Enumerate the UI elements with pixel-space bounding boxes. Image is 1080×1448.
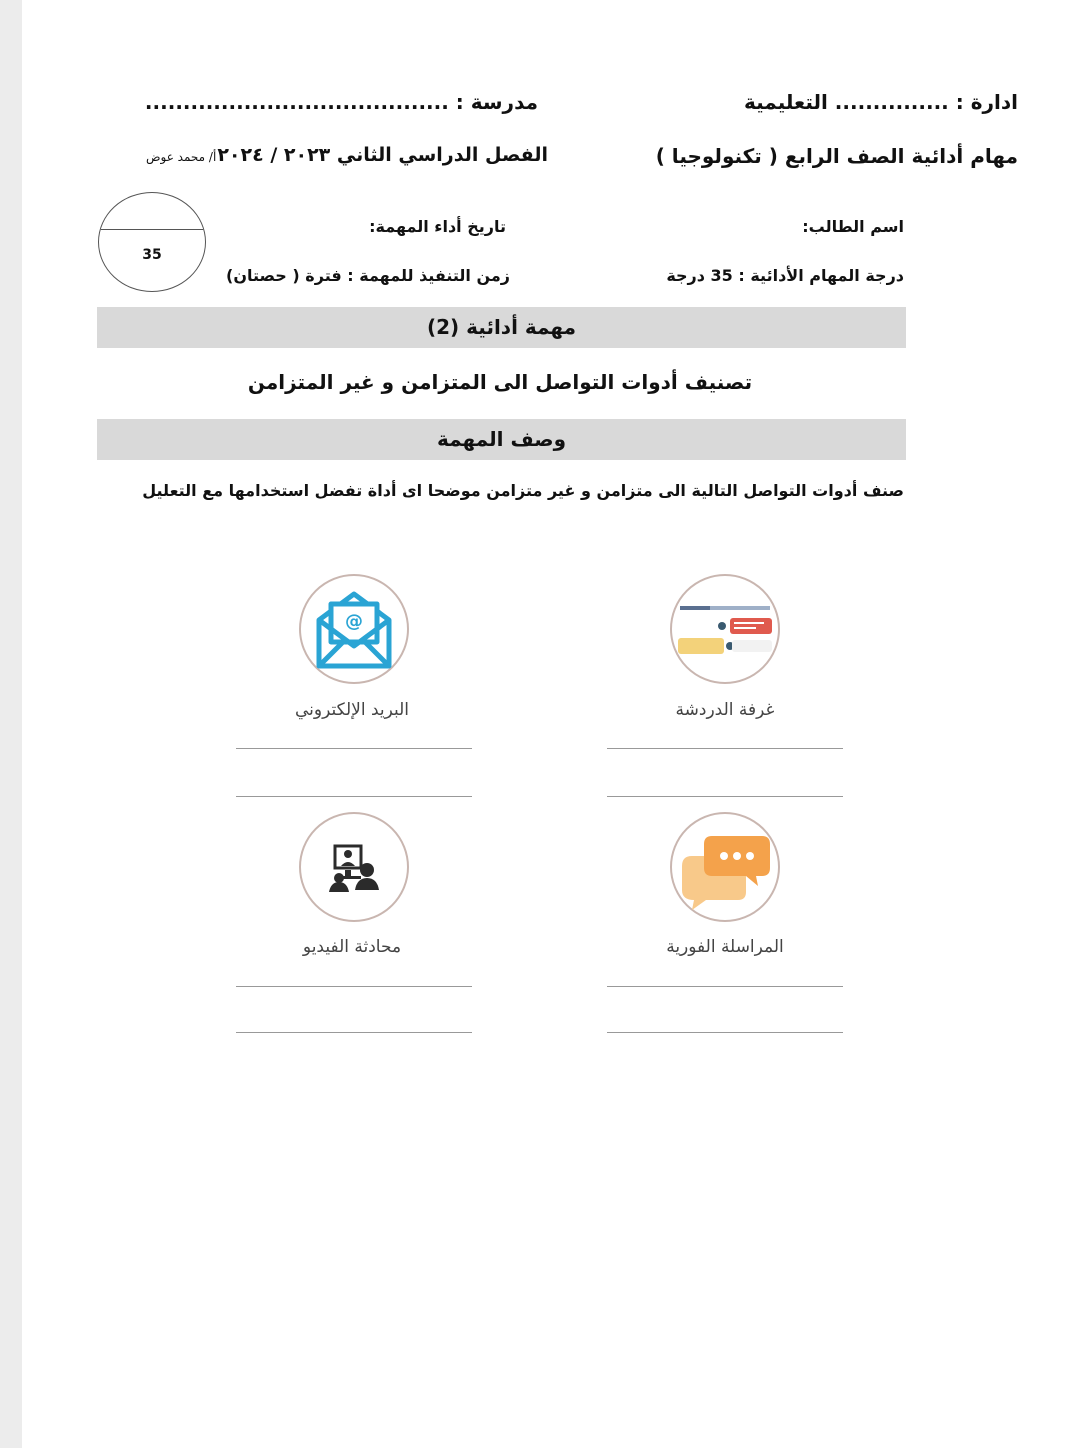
task-subtitle: تصنيف أدوات التواصل الى المتزامن و غير المتزامن xyxy=(247,370,753,394)
score-value: 35 xyxy=(142,247,162,263)
email-label: البريد الإلكتروني xyxy=(294,700,410,720)
instant-message-circle xyxy=(670,812,780,922)
instant-message-label: المراسلة الفورية xyxy=(666,937,784,957)
idara-line: ادارة : ............... التعليمية xyxy=(744,90,1018,114)
instant-message-icon xyxy=(672,814,778,920)
answer-line xyxy=(607,986,843,987)
email-circle xyxy=(299,574,409,684)
answer-line xyxy=(607,1032,843,1033)
score-circle xyxy=(98,192,206,292)
task-instruction: صنف أدوات التواصل التالية الى متزامن و غير متزامن موضحا اى أداة تفضل استخدامها مع التعليل xyxy=(142,481,904,500)
madrasa-line: مدرسة : ........................................ xyxy=(144,90,538,114)
svg-text:@: @ xyxy=(345,611,363,632)
chat-room-circle xyxy=(670,574,780,684)
answer-line xyxy=(236,796,472,797)
answer-line xyxy=(607,748,843,749)
email-icon xyxy=(301,576,407,682)
student-name-label: اسم الطالب: xyxy=(802,217,904,236)
grade-label: درجة المهام الأدائية : 35 درجة xyxy=(666,266,904,285)
score-divider xyxy=(99,229,205,230)
time-label: زمن التنفيذ للمهمة : فترة ( حصتان) xyxy=(226,266,510,285)
semester-line: الفصل الدراسي الثاني ٢٠٢٣ / ٢٠٢٤ xyxy=(217,144,548,166)
video-call-circle xyxy=(299,812,409,922)
task-date-label: تاريخ أداء المهمة: xyxy=(369,217,506,236)
answer-line xyxy=(236,1032,472,1033)
video-call-icon xyxy=(301,814,407,920)
answer-line xyxy=(236,986,472,987)
task-description-bar: وصف المهمة xyxy=(97,419,906,460)
tasks-title: مهام أدائية الصف الرابع ( تكنولوجيا ) xyxy=(655,144,1018,168)
video-call-label: محادثة الفيديو xyxy=(302,937,402,957)
answer-line xyxy=(236,748,472,749)
chat-room-icon xyxy=(672,576,778,682)
answer-line xyxy=(607,796,843,797)
chat-room-label: غرفة الدردشة xyxy=(675,700,775,720)
author-signature: أ/ محمد عوض xyxy=(146,150,217,164)
task-title-bar: مهمة أدائية (2) xyxy=(97,307,906,348)
